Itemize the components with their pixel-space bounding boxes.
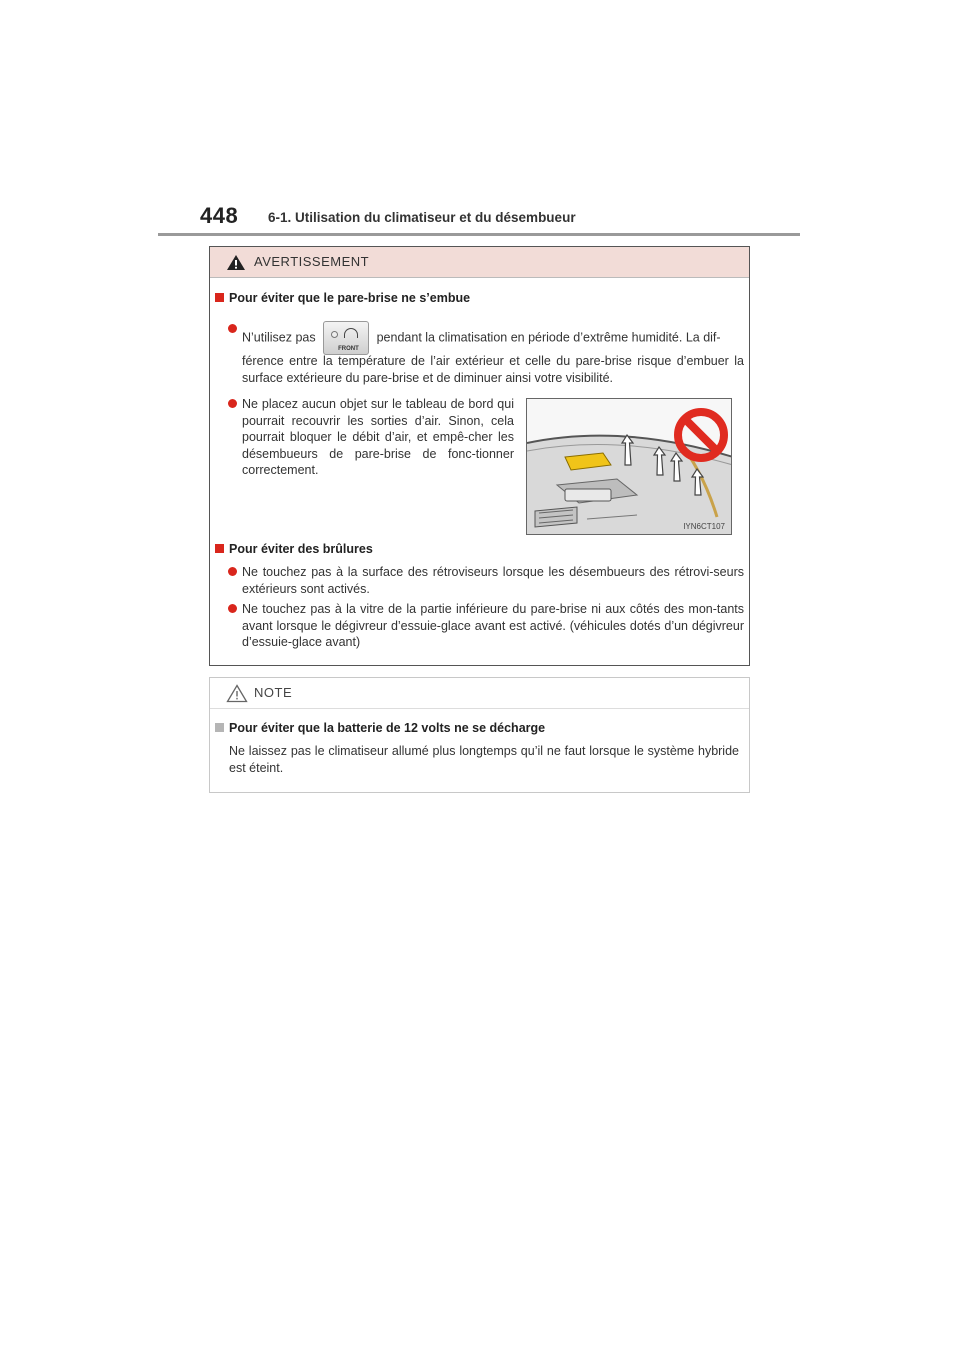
warning-subtitle-fog: Pour éviter que le pare-brise ne s’embue xyxy=(215,291,470,305)
front-defroster-button-icon: FRONT xyxy=(323,321,369,355)
note-subtitle: Pour éviter que la batterie de 12 volts ne se décharge xyxy=(215,721,545,735)
bullet-dot-icon xyxy=(228,604,237,613)
warning-bullet-front-continued: férence entre la température de l’air extérieur et celle du pare-brise risque d’embuer la surface extérieure du pare-brise et de diminuer ainsi votre visibilité. xyxy=(242,354,744,385)
dashboard-drawing xyxy=(527,399,732,535)
note-header xyxy=(210,678,749,709)
image-code: IYN6CT107 xyxy=(683,522,725,531)
warning-bullet-wiper-deicer: Ne touchez pas à la vitre de la partie inférieure du pare-brise ni aux côtés des mon-tants avant lorsque le dégivreur d’essuie-glace avant est activé. (véhicules dotés d’un dégivreur d’essuie-glace avant) xyxy=(242,601,744,651)
bullet-dot-icon xyxy=(228,399,237,408)
warning-bullet-front-button: N’utilisez pas FRONT pendant la climatisation en période d’extrême humidité. La dif- xyxy=(242,321,744,355)
warning-box xyxy=(209,246,750,666)
page-number: 448 xyxy=(200,203,239,228)
warning-triangle-icon xyxy=(226,254,246,271)
warning-subtitle-burns: Pour éviter des brûlures xyxy=(215,542,373,556)
bullet-dot-icon xyxy=(228,567,237,576)
section-title: 6-1. Utilisation du climatiseur et du désembueur xyxy=(268,210,576,225)
warning-bullet-dashboard: Ne placez aucun objet sur le tableau de bord qui pourrait recouvrir les sorties d’air. Sinon, cela pourrait bloquer le débit d’air, et empê-cher les désembueurs de pare-brise de fonc-tionner correctement. xyxy=(242,396,514,479)
warning-header xyxy=(210,247,749,278)
note-box xyxy=(209,677,750,793)
warning-title: AVERTISSEMENT xyxy=(254,254,370,269)
page-header xyxy=(158,200,800,236)
red-square-icon xyxy=(215,293,224,302)
caution-triangle-icon xyxy=(226,684,248,703)
note-text: Ne laissez pas le climatiseur allumé plus longtemps qu’il ne faut lorsque le système hybride est éteint. xyxy=(229,744,739,775)
note-title: NOTE xyxy=(254,685,293,700)
dashboard-illustration xyxy=(526,398,732,535)
bullet-dot-icon xyxy=(228,324,237,333)
grey-square-icon xyxy=(215,723,224,732)
warning-bullet-mirrors: Ne touchez pas à la surface des rétroviseurs lorsque les désembueurs des rétrovi-seurs extérieurs sont activés. xyxy=(242,564,744,597)
red-square-icon xyxy=(215,544,224,553)
